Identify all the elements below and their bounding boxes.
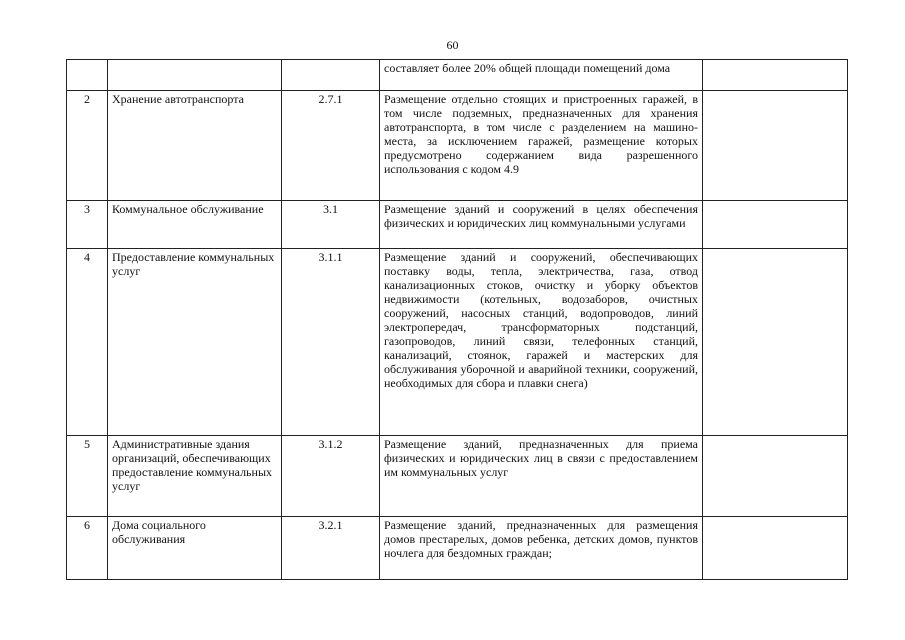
table-row	[67, 91, 848, 201]
table-row	[67, 436, 848, 517]
use-type-description: Размещение зданий и сооружений, обеспечивающих поставку воды, тепла, электричества, газа, отвод канализационных стоков, очистку и уборку объектов недвижимости (котельных, водозаборов, очистных сооружений, насосных станций, водопроводов, линий электропередач, трансформаторных подстанций, газопроводов, линий связи, телефонных станций, канализаций, стоянок, гаражей и мастерских для обслуживания уборочной и аварийной техники, сооружений, необходимых для сбора и плавки снега)	[380, 249, 703, 436]
use-type-code	[282, 60, 380, 91]
use-type-description: Размещение зданий и сооружений в целях обеспечения физических и юридических лиц коммунальными услугами	[380, 201, 703, 249]
page-number: 60	[446, 38, 459, 52]
extra-cell	[703, 249, 848, 436]
row-number: 4	[67, 249, 108, 436]
table-row	[67, 249, 848, 436]
row-number: 6	[67, 517, 108, 580]
use-type-name: Дома социального обслуживания	[108, 517, 282, 580]
use-type-name	[108, 60, 282, 91]
use-type-code: 3.1.2	[282, 436, 380, 517]
use-type-name: Предоставление коммунальных услуг	[108, 249, 282, 436]
use-type-code: 2.7.1	[282, 91, 380, 201]
use-type-description: составляет более 20% общей площади помещений дома	[380, 60, 703, 91]
extra-cell	[703, 436, 848, 517]
use-type-name: Хранение автотранспорта	[108, 91, 282, 201]
row-number: 2	[67, 91, 108, 201]
use-type-code: 3.1.1	[282, 249, 380, 436]
land-use-table	[66, 59, 848, 580]
row-number	[67, 60, 108, 91]
use-type-name: Коммунальное обслуживание	[108, 201, 282, 249]
use-type-code: 3.1	[282, 201, 380, 249]
use-type-description: Размещение отдельно стоящих и пристроенных гаражей, в том числе подземных, предназначенных для хранения автотранспорта, в том числе с разделением на машино-места, за исключением гаражей, размещение которых предусмотрено содержанием вида разрешенного использования с кодом 4.9	[380, 91, 703, 201]
table-row	[67, 201, 848, 249]
table-row	[67, 60, 848, 91]
extra-cell	[703, 201, 848, 249]
use-type-name: Административные здания организаций, обеспечивающих предоставление коммунальных услуг	[108, 436, 282, 517]
extra-cell	[703, 517, 848, 580]
table-row	[67, 517, 848, 580]
use-type-code: 3.2.1	[282, 517, 380, 580]
row-number: 5	[67, 436, 108, 517]
extra-cell	[703, 60, 848, 91]
use-type-description: Размещение зданий, предназначенных для приема физических и юридических лиц в связи с предоставлением им коммунальных услуг	[380, 436, 703, 517]
use-type-description: Размещение зданий, предназначенных для размещения домов престарелых, домов ребенка, детских домов, пунктов ночлега для бездомных граждан;	[380, 517, 703, 580]
extra-cell	[703, 91, 848, 201]
row-number: 3	[67, 201, 108, 249]
